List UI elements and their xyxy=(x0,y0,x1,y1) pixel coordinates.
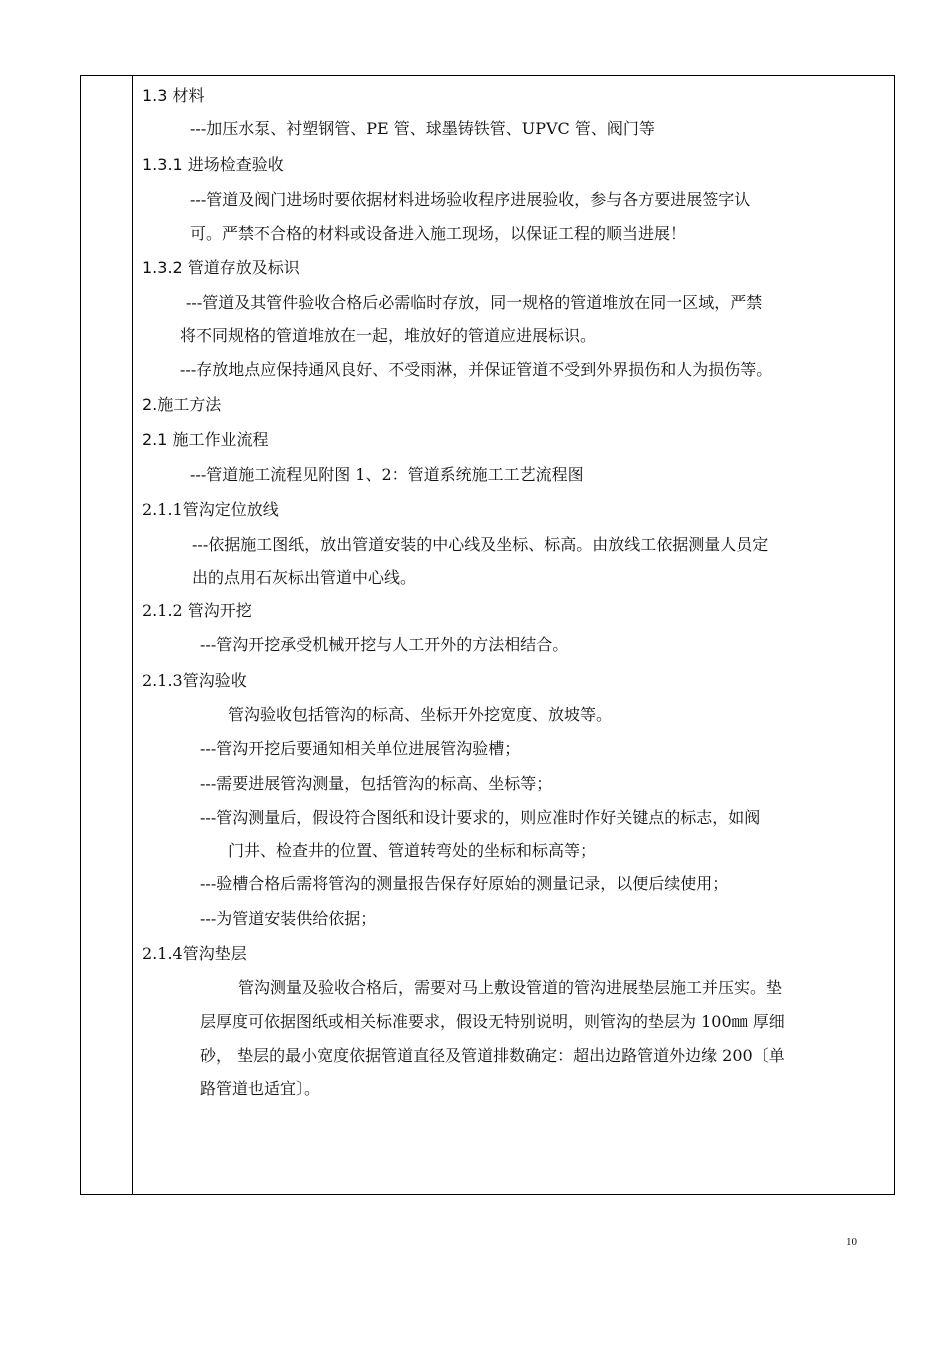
text-line: ---为管道安装供给依据； xyxy=(200,909,377,928)
page-number: 10 xyxy=(846,1236,857,1248)
heading-2-1-1: 2.1.1管沟定位放线 xyxy=(142,500,279,519)
text-line: ---管道及其管件验收合格后必需临时存放，同一规格的管道堆放在同一区域，严禁 xyxy=(186,293,763,312)
text-line: ---管沟测量后，假设符合图纸和设计要求的，则应准时作好关键点的标志，如阀 xyxy=(200,808,761,827)
text-line: ---管道施工流程见附图 1、2：管道系统施工工艺流程图 xyxy=(190,465,584,484)
column-divider xyxy=(132,75,133,1195)
text-line: 路管道也适宜〕。 xyxy=(200,1079,321,1098)
heading-1-3-1: 1.3.1 进场检查验收 xyxy=(142,155,284,174)
text-line: ---加压水泵、衬塑钢管、PE 管、球墨铸铁管、UPVC 管、阀门等 xyxy=(190,119,655,138)
text-line: ---管道及阀门进场时要依据材料进场验收程序进展验收，参与各方要进展签字认 xyxy=(190,190,751,209)
text-line: ---管沟开挖后要通知相关单位进展管沟验槽； xyxy=(200,739,521,758)
text-line: ---验槽合格后需将管沟的测量报告保存好原始的测量记录，以便后续使用； xyxy=(200,874,729,893)
heading-2-1-3: 2.1.3管沟验收 xyxy=(142,671,247,690)
heading-1-3: 1.3 材料 xyxy=(142,86,205,105)
heading-2-1-4: 2.1.4管沟垫层 xyxy=(142,944,247,963)
text-line: 砂， 垫层的最小宽度依据管道直径及管道排数确定：超出边路管道外边缘 200〔单 xyxy=(200,1046,785,1065)
text-line: ---需要进展管沟测量，包括管沟的标高、坐标等； xyxy=(200,774,553,793)
heading-2-1-2: 2.1.2 管沟开挖 xyxy=(142,601,252,620)
text-line: ---存放地点应保持通风良好、不受雨淋，并保证管道不受到外界损伤和人为损伤等。 xyxy=(180,360,773,379)
text-line: ---依据施工图纸，放出管道安装的中心线及坐标、标高。由放线工依据测量人员定 xyxy=(192,535,769,554)
heading-2-1: 2.1 施工作业流程 xyxy=(142,430,269,449)
heading-2: 2.施工方法 xyxy=(142,395,222,414)
heading-1-3-2: 1.3.2 管道存放及标识 xyxy=(142,258,300,277)
text-line: 门井、检查井的位置、管道转弯处的坐标和标高等； xyxy=(228,841,597,860)
text-line: 层厚度可依据图纸或相关标准要求，假设无特别说明，则管沟的垫层为 100㎜ 厚细 xyxy=(200,1012,785,1031)
text-line: 管沟测量及验收合格后，需要对马上敷设管道的管沟进展垫层施工并压实。垫 xyxy=(238,978,783,997)
text-line: 可。严禁不合格的材料或设备进入施工现场，以保证工程的顺当进展！ xyxy=(190,224,687,243)
text-line: 将不同规格的管道堆放在一起，堆放好的管道应进展标识。 xyxy=(180,326,597,345)
text-line: 出的点用石灰标出管道中心线。 xyxy=(192,568,417,587)
text-line: 管沟验收包括管沟的标高、坐标开外挖宽度、放坡等。 xyxy=(228,705,613,724)
text-line: ---管沟开挖承受机械开挖与人工开外的方法相结合。 xyxy=(200,635,569,654)
